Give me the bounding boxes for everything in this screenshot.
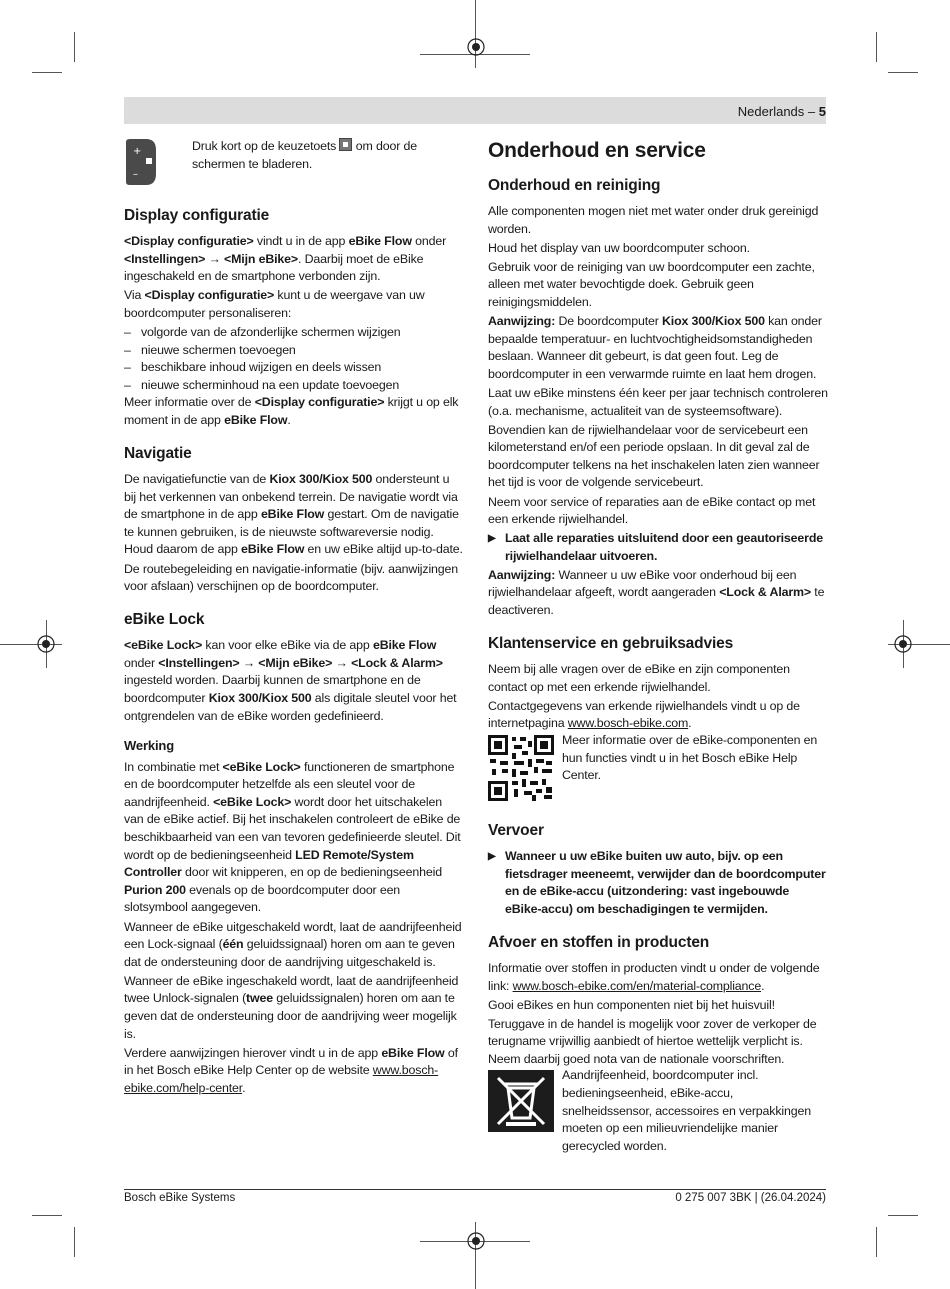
help-center-link[interactable]: www.bosch-ebike.com/help-center: [124, 1063, 439, 1095]
crop-mark: [888, 72, 918, 73]
registration-mark-icon: [465, 36, 487, 58]
paragraph: <eBike Lock> kan voor elke eBike via de app eBike Flow onder <Instellingen> → <Mijn eBike> → <Lock & Alarm> ingesteld worden. Daarbij kunnen de smartphone en de boordcomputer Kiox 300/Kiox 500 als digitale sleutel voor het ontgrendelen van de eBike worden gedefinieerd.: [124, 638, 457, 723]
paragraph: Neem voor service of reparaties aan de eBike contact op met een erkende rijwielhandel.: [488, 494, 816, 527]
section-title: Display configuratie: [124, 207, 270, 224]
list-item: – volgorde van de afzonderlijke schermen wijzigen: [124, 324, 464, 342]
paragraph: Verdere aanwijzingen hierover vindt u in de app eBike Flow of in het Bosch eBike Help Center op de website www.bosch-ebike.com/help-center.: [124, 1045, 458, 1095]
registration-mark-icon: [35, 633, 57, 655]
bin-row: [488, 1070, 828, 1156]
crop-mark: [74, 32, 75, 62]
paragraph: Alle componenten mogen niet met water onder druk gereinigd worden.: [488, 204, 819, 236]
qr-caption: Meer informatie over de eBike-componenten en hun functies vindt u in het Bosch eBike Help Center.: [562, 733, 818, 783]
remote-control-icon: [124, 138, 158, 186]
section-title: Afvoer en stoffen in producten: [488, 933, 710, 951]
list: [124, 324, 464, 394]
page-header: Nederlands – 5: [737, 104, 826, 119]
paragraph: Laat uw eBike minstens één keer per jaar technisch controleren (o.a. mechanisme, actualiteit van de systeemsoftware).: [488, 385, 828, 418]
paragraph: Bovendien kan de rijwielhandelaar voor de servicebeurt een kilometerstand en/of een periode opslaan. In dit geval zal de boordcomputer telkens na het inschakelen laten zien wanneer het tijd is voor de volgende servicebeurt.: [488, 422, 820, 490]
warning-note: ▶ Wanneer u uw eBike buiten uw auto, bijv. op een fietsdrager meeneemt, verwijder dan de boordcomputer en de eBike-accu (uitzondering: vast ingebouwde eBike-accu) om beschadigingen te vermijden.: [488, 848, 828, 918]
registration-mark-icon: [892, 633, 914, 655]
paragraph: Houd het display van uw boordcomputer schoon.: [488, 240, 750, 255]
list-item: – nieuwe schermen toevoegen: [124, 342, 464, 360]
paragraph: De routebegeleiding en navigatie-informatie (bijv. aanwijzingen voor afslaan) verschijnen op de boordcomputer.: [124, 561, 459, 594]
header-bar: [124, 97, 826, 124]
section-title: Vervoer: [488, 822, 544, 840]
svg-text:+: +: [133, 146, 142, 157]
registration-mark-icon: [465, 1230, 487, 1252]
paragraph: Aanwijzing: Wanneer u uw eBike voor onderhoud bij een rijwielhandelaar afgeeft, wordt aangeraden <Lock & Alarm> te deactiveren.: [488, 567, 825, 618]
material-compliance-link[interactable]: www.bosch-ebike.com/en/material-compliance: [512, 978, 762, 993]
qr-row: [488, 735, 828, 801]
footer-company: Bosch eBike Systems: [124, 1192, 236, 1204]
bin-caption: Aandrijfeenheid, boordcomputer incl. bedieningseenheid, eBike-accu, snelheidssensor, accessoires en verpakkingen moeten op een milieuvriendelijke manier gerecycled worden.: [562, 1068, 811, 1153]
paragraph: Aanwijzing: De boordcomputer Kiox 300/Kiox 500 kan onder bepaalde temperatuur- en luchtvochtigheidsomstandigheden beslaan. Wanneer dit gebeurt, is dat geen fout. Leg de boordcomputer in een verwarmde ruimte en laat hem drogen.: [488, 314, 822, 381]
crop-mark: [888, 1215, 918, 1216]
page-title: Onderhoud en service: [488, 139, 706, 162]
svg-text:–: –: [133, 169, 138, 180]
list-item: – beschikbare inhoud wijzigen en deels wissen: [124, 359, 464, 377]
paragraph: Gooi eBikes en hun componenten niet bij het huisvuil!: [488, 997, 775, 1012]
footer-rule: [124, 1189, 826, 1190]
paragraph: Gebruik voor de reiniging van uw boordcomputer een zachte, alleen met water bevochtigde doek. Gebruik geen reinigingsmiddelen.: [488, 259, 815, 309]
footer-doc-number: 0 275 007 3BK | (26.04.2024): [675, 1192, 826, 1204]
paragraph: Meer informatie over de <Display configuratie> krijgt u op elk moment in de app eBike Flow.: [124, 395, 459, 427]
paragraph: De navigatiefunctie van de Kiox 300/Kiox 500 ondersteunt u bij het verkennen van onbekend terrein. De navigatie wordt via de smartphone in de app eBike Flow gestart. Om de navigatie te kunnen gebruiken, is de nieuwste softwareversie nodig. Houd daarom de app eBike Flow en uw eBike altijd up-to-date.: [124, 472, 463, 557]
intro-row: + – Druk kort op de keuzetoets om door de schermen te bladeren.: [124, 138, 464, 186]
crossed-bin-icon: [488, 1070, 554, 1132]
paragraph: <Display configuratie> vindt u in de app eBike Flow onder <Instellingen> → <Mijn eBike>. Daarbij moet de eBike ingeschakeld en de smartphone verbonden zijn.: [124, 234, 447, 284]
section-title: Navigatie: [124, 445, 192, 463]
website-link[interactable]: www.bosch-ebike.com: [567, 716, 689, 731]
paragraph: Teruggave in de handel is mogelijk voor zover de verkoper de terugname vrijwillig aanbiedt of hiertoe wettelijk verplicht is. Neem daarbij goed nota van de nationale voorschriften.: [488, 1016, 817, 1066]
qr-code-icon: [488, 735, 554, 801]
left-column: [124, 138, 464, 1099]
paragraph: Contactgegevens van erkende rijwielhandels vindt u op de internetpagina www.bosch-ebike.com.: [488, 698, 800, 731]
section-title: Klantenservice en gebruiksadvies: [488, 635, 734, 653]
paragraph: In combinatie met <eBike Lock> functioneren de smartphone en de boordcomputer hetzelfde als een sleutel voor de aandrijfeenheid. <eBike Lock> wordt door het uitschakelen van de eBike actief. Bij het inschakelen controleert de eBike de beschikbaarheid van een van tevoren gedefinieerde sleutel. Dit wordt op de bedieningseenheid LED Remote/System Controller door wit knipperen, en op de bedieningseenheid Purion 200 evenals op de boordcomputer door een slotsymbool aangegeven.: [124, 759, 461, 915]
crop-mark: [32, 72, 62, 73]
right-column: [488, 138, 828, 1157]
paragraph: Wanneer de eBike uitgeschakeld wordt, laat de aandrijfeenheid een Lock-signaal (één geluidssignaal) horen om aan te geven dat de ondersteuning door de aandrijving uitgeschakeld is.: [124, 919, 462, 969]
paragraph: Neem bij alle vragen over de eBike en zijn componenten contact op met een erkende rijwielhandel.: [488, 662, 790, 694]
crop-mark: [74, 1227, 75, 1257]
select-button-icon: [339, 138, 352, 151]
header-language: Nederlands: [737, 104, 805, 119]
paragraph: Wanneer de eBike ingeschakeld wordt, laat de aandrijfeenheid twee Unlock-signalen (twee geluidssignalen) horen om aan te geven dat de ondersteuning door de aandrijving weer mogelijk is.: [124, 973, 459, 1041]
list-item: – nieuwe scherminhoud na een update toevoegen: [124, 377, 464, 395]
crop-mark: [876, 1227, 877, 1257]
paragraph: Via <Display configuratie> kunt u de weergave van uw boordcomputer personaliseren:: [124, 288, 425, 320]
page-number: 5: [818, 104, 826, 119]
crop-mark: [32, 1215, 62, 1216]
section-title: Onderhoud en reiniging: [488, 177, 661, 194]
crop-mark: [876, 32, 877, 62]
subsection-title: Werking: [124, 737, 174, 753]
paragraph: Informatie over stoffen in producten vindt u onder de volgende link: www.bosch-ebike.com/en/material-compliance.: [488, 960, 820, 993]
section-title: eBike Lock: [124, 611, 205, 629]
warning-note: ▶ Laat alle reparaties uitsluitend door een geautoriseerde rijwielhandelaar uitvoeren.: [488, 530, 828, 565]
